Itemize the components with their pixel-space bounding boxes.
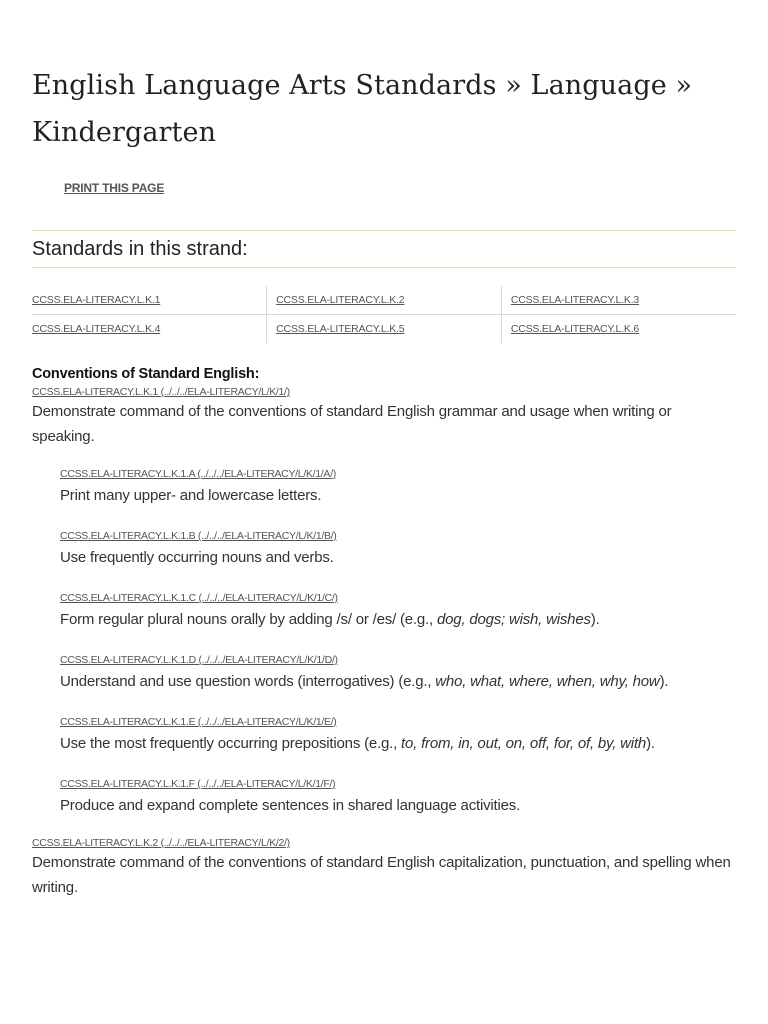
- strand-link-lk6[interactable]: CCSS.ELA-LITERACY.L.K.6: [510, 323, 640, 335]
- substandard-code-link[interactable]: CCSS.ELA-LITERACY.L.K.1.F (../../../ELA-LITERACY/L/K/1/F/): [60, 778, 336, 790]
- standard-text: Demonstrate command of the conventions of standard English grammar and usage when writing or speaking.: [32, 403, 672, 445]
- page-title: English Language Arts Standards » Language » Kindergarten: [32, 70, 693, 148]
- example-words: who, what, where, when, why, how: [435, 673, 660, 690]
- substandard-text: Use frequently occurring nouns and verbs.: [60, 549, 334, 566]
- strand-row: [32, 315, 736, 344]
- substandard-lk1d: [60, 653, 736, 694]
- substandard-code-link[interactable]: CCSS.ELA-LITERACY.L.K.1.B (../../../ELA-LITERACY/L/K/1/B/): [60, 530, 337, 542]
- strand-cell: [267, 286, 502, 315]
- standard-lk2: [32, 836, 736, 900]
- substandard-code-link[interactable]: CCSS.ELA-LITERACY.L.K.1.E (../../../ELA-LITERACY/L/K/1/E/): [60, 716, 337, 728]
- text-segment: Use the most frequently occurring prepositions (e.g.,: [60, 735, 402, 752]
- strand-link-lk2[interactable]: CCSS.ELA-LITERACY.L.K.2: [276, 294, 405, 306]
- substandard-lk1e: [60, 715, 736, 756]
- substandard-code-link[interactable]: CCSS.ELA-LITERACY.L.K.1.A (../../../ELA-LITERACY/L/K/1/A/): [60, 468, 336, 480]
- print-page-link[interactable]: PRINT THIS PAGE: [64, 181, 165, 195]
- text-segment: ).: [659, 673, 669, 690]
- text-segment: ).: [646, 735, 655, 752]
- section-heading: Conventions of Standard English:: [32, 366, 260, 382]
- substandard-code-link[interactable]: CCSS.ELA-LITERACY.L.K.1.C (../../../ELA-LITERACY/L/K/1/C/): [60, 592, 338, 604]
- text-segment: Form regular plural nouns orally by adding /s/ or /es/ (e.g.,: [60, 611, 437, 628]
- substandard-lk1c: [60, 591, 736, 632]
- strand-cell: [501, 286, 736, 315]
- standard-code-link[interactable]: CCSS.ELA-LITERACY.L.K.1 (../../../ELA-LITERACY/L/K/1/): [32, 386, 290, 398]
- standard-lk1: [32, 385, 736, 818]
- substandard-lk1b: [60, 529, 736, 570]
- text-segment: Understand and use question words (interrogatives) (e.g.,: [60, 673, 436, 690]
- strand-link-lk4[interactable]: CCSS.ELA-LITERACY.L.K.4: [32, 323, 161, 335]
- strand-heading-box: [32, 230, 736, 268]
- substandard-text: Produce and expand complete sentences in shared language activities.: [60, 797, 521, 814]
- strand-heading: Standards in this strand:: [32, 237, 248, 260]
- substandard-list: [32, 467, 736, 818]
- strand-cell: [501, 315, 736, 344]
- standard-text: Demonstrate command of the conventions of standard English capitalization, punctuation, and spelling when writing.: [32, 854, 731, 896]
- strand-link-lk3[interactable]: CCSS.ELA-LITERACY.L.K.3: [510, 294, 640, 306]
- substandard-lk1a: [60, 467, 736, 508]
- example-words: to, from, in, out, on, off, for, of, by, with: [401, 735, 647, 752]
- strand-link-lk1[interactable]: CCSS.ELA-LITERACY.L.K.1: [32, 294, 161, 306]
- strand-table: [32, 286, 736, 343]
- strand-cell: [267, 315, 502, 344]
- strand-cell: [32, 286, 267, 315]
- strand-cell: [32, 315, 267, 344]
- strand-row: [32, 286, 736, 315]
- substandard-text: [60, 731, 736, 756]
- standard-code-link[interactable]: CCSS.ELA-LITERACY.L.K.2 (../../../ELA-LITERACY/L/K/2/): [32, 837, 290, 849]
- substandard-text: [60, 607, 736, 632]
- text-segment: ).: [590, 611, 600, 628]
- substandard-lk1f: [60, 777, 736, 818]
- substandard-text: [60, 669, 736, 694]
- strand-link-lk5[interactable]: CCSS.ELA-LITERACY.L.K.5: [276, 323, 405, 335]
- substandard-text: Print many upper- and lowercase letters.: [60, 487, 322, 504]
- example-words: dog, dogs; wish, wishes: [436, 611, 591, 628]
- substandard-code-link[interactable]: CCSS.ELA-LITERACY.L.K.1.D (../../../ELA-LITERACY/L/K/1/D/): [60, 654, 338, 666]
